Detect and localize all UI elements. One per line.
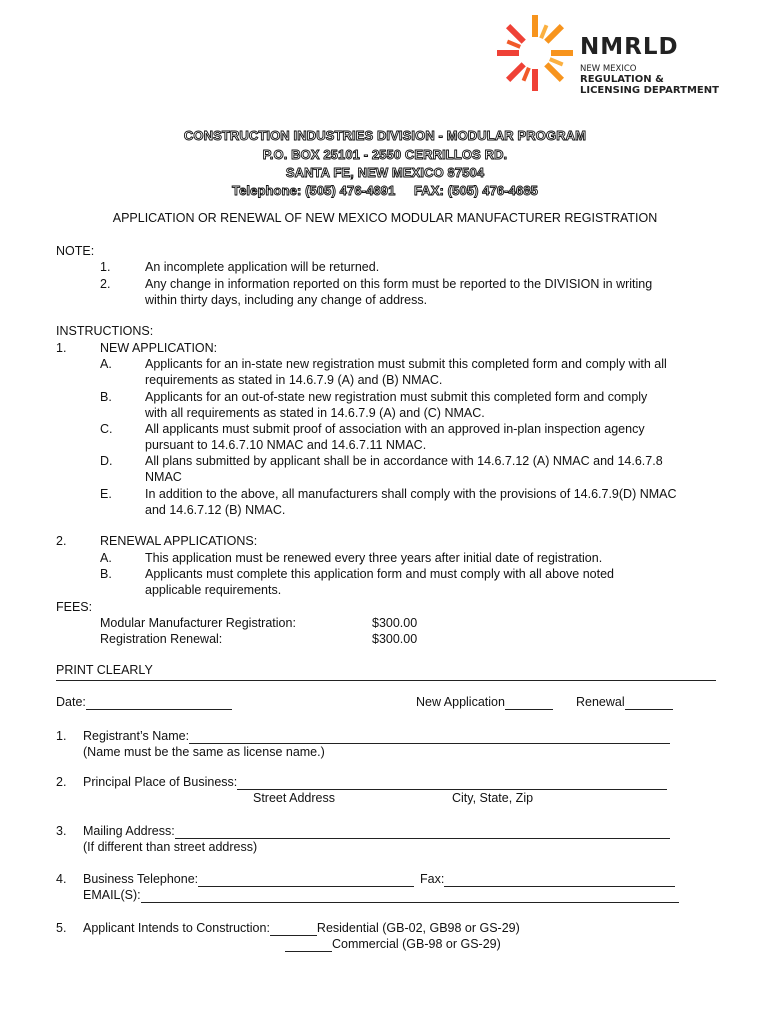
header-line2: P.O. BOX 25101 - 2550 CERRILLOS RD. [262,147,508,162]
header-line1: CONSTRUCTION INDUSTRIES DIVISION - MODULAR PROGRAM [183,128,587,143]
principal-place-field[interactable] [237,776,667,790]
business-telephone-field[interactable] [198,873,414,887]
instructions-label: INSTRUCTIONS: [56,324,154,338]
instr-s1-e-letter: E. [100,487,112,501]
instr-s1-b-l1: Applicants for an out-of-state new registration must submit this completed form and comply [145,390,648,404]
fee-name-1: Modular Manufacturer Registration: [100,616,296,630]
header-line3: SANTA FE, NEW MEXICO 87504 [285,165,485,180]
email-row [83,887,679,903]
instr-s1-d-l1: All plans submitted by applicant shall be in accordance with 14.6.7.12 (A) NMAC and 14.6.7.8 [145,454,663,468]
logo-line3: LICENSING DEPARTMENT [580,85,719,96]
instr-s1-title: NEW APPLICATION: [100,341,218,355]
email-label: EMAIL(S): [83,888,141,902]
fees-label: FEES: [56,600,93,614]
mailing-address-row [83,823,670,839]
instr-s1-c-l1: All applicants must submit proof of association with an approved in-plan inspection agency [145,422,645,436]
instr-s2-a-letter: A. [100,551,112,565]
nmrld-logo [494,8,724,104]
mailing-address-field[interactable] [175,825,670,839]
commercial-checkbox-line[interactable] [285,938,332,952]
instr-s1-c-l2: pursuant to 14.6.7.10 NMAC and 14.6.7.11 NMAC. [145,438,427,452]
registrant-name-row [83,728,670,744]
commercial-row [285,936,501,952]
new-application-row [416,694,553,710]
fee-name-2: Registration Renewal: [100,632,223,646]
new-application-label: New Application [416,695,505,709]
field5-num: 5. [56,921,67,935]
principal-place-label: Principal Place of Business: [83,775,238,789]
instr-s1-c-letter: C. [100,422,113,436]
field3-num: 3. [56,824,67,838]
principal-place-row [83,774,667,790]
instr-s2-a-l1: This application must be renewed every three years after initial date of registration. [145,551,603,565]
note-label: NOTE: [56,244,95,258]
fee-amount-1: $300.00 [372,616,418,630]
field2-num: 2. [56,775,67,789]
date-label: Date: [56,695,86,709]
instr-s1-b-l2: with all requirements as stated in 14.6.7.9 (A) and (C) NMAC. [145,406,485,420]
form-title: APPLICATION OR RENEWAL OF NEW MEXICO MODULAR MANUFACTURER REGISTRATION [112,211,658,225]
note-text-1: An incomplete application will be returned. [145,260,380,274]
fax-field[interactable] [444,873,675,887]
city-state-zip-caption: City, State, Zip [452,791,534,805]
renewal-row [576,694,673,710]
instr-s1-num: 1. [56,341,67,355]
note-text-2: Any change in information reported on this form must be reported to the DIVISION in writing [145,277,653,291]
note-num-1: 1. [100,260,111,274]
registrant-name-field[interactable] [189,730,670,744]
instr-s1-a-l2: requirements as stated in 14.6.7.9 (A) and (B) NMAC. [145,373,443,387]
instr-s2-b-l1: Applicants must complete this application form and must comply with all above noted [145,567,614,581]
registrant-name-label: Registrant’s Name: [83,729,190,743]
instr-s1-e-l2: and 14.6.7.12 (B) NMAC. [145,503,286,517]
field1-num: 1. [56,729,67,743]
note-text-2b: within thirty days, including any change of address. [145,293,428,307]
business-telephone-label: Business Telephone: [83,872,199,886]
fax-row [420,871,675,887]
email-field[interactable] [141,889,679,903]
print-clearly: PRINT CLEARLY [56,663,153,677]
renewal-field[interactable] [625,696,673,710]
instr-s2-b-letter: B. [100,567,112,581]
business-telephone-row [83,871,414,887]
instr-s1-a-letter: A. [100,357,112,371]
residential-option: Residential (GB-02, GB98 or GS-29) [316,921,520,935]
fax-label: Fax: [420,872,445,886]
mailing-address-note: (If different than street address) [83,840,258,854]
logo-line2: REGULATION & [580,74,664,85]
commercial-option: Commercial (GB-98 or GS-29) [332,937,501,951]
instr-s2-num: 2. [56,534,67,548]
divider [56,680,716,681]
renewal-label: Renewal [576,695,625,709]
instr-s1-a-l1: Applicants for an in-state new registration must submit this completed form and comply with all [145,357,667,371]
date-field[interactable] [86,696,232,710]
instr-s1-d-letter: D. [100,454,113,468]
starburst-logo-icon [494,12,576,94]
residential-checkbox-line[interactable] [270,922,317,936]
instr-s1-e-l1: In addition to the above, all manufacturers shall comply with the provisions of 14.6.7.9(D) NMAC [145,487,677,501]
construction-label: Applicant Intends to Construction: [83,921,270,935]
instr-s2-title: RENEWAL APPLICATIONS: [100,534,258,548]
instr-s2-b-l2: applicable requirements. [145,583,282,597]
construction-row [83,920,520,936]
fee-amount-2: $300.00 [372,632,418,646]
instr-s1-d-l2: NMAC [145,470,182,484]
new-application-field[interactable] [505,696,553,710]
instr-s1-b-letter: B. [100,390,112,404]
date-row [56,694,232,710]
logo-brand: NMRLD [580,34,679,60]
note-num-2: 2. [100,277,111,291]
registrant-name-note: (Name must be the same as license name.) [83,745,325,759]
field4-num: 4. [56,872,67,886]
logo-line1: NEW MEXICO [580,64,637,74]
header-line4: Telephone: (505) 476-4691 FAX: (505) 476-4685 [232,183,538,198]
mailing-address-label: Mailing Address: [83,824,175,838]
street-address-caption: Street Address [253,791,335,805]
